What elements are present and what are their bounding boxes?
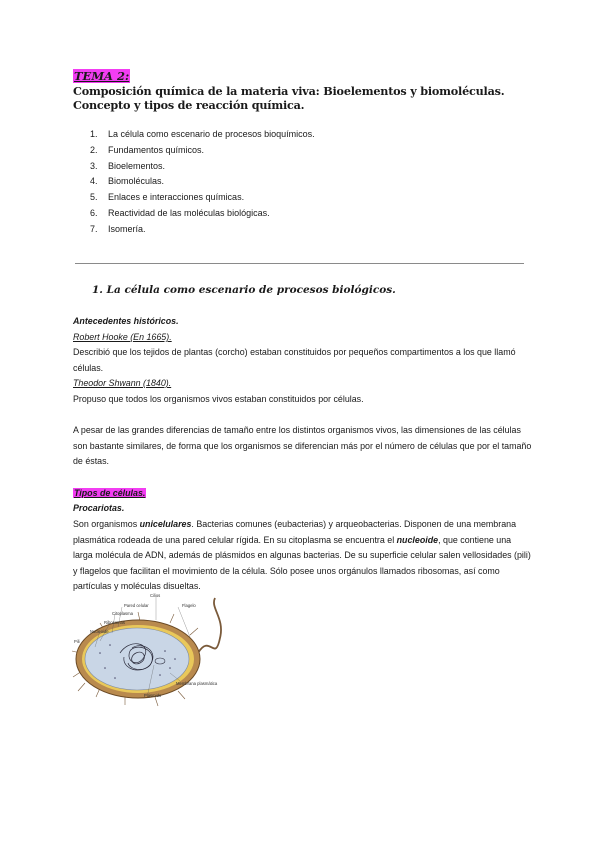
toc-item: 3. Bioelementos. — [90, 160, 166, 171]
label-pared-celular: Pared celular — [124, 603, 149, 608]
toc-item: 4. Biomoléculas. — [90, 176, 165, 187]
toc-item: 1. La célula como escenario de procesos bioquímicos. — [90, 129, 315, 139]
size-paragraph: A pesar de las grandes diferencias de tamaño entre los distintos organismos vivos, las dimensiones de las células son bastante similares, de forma que los organismos se diferencian más por el número de células que por el tamaño de éstas. — [73, 425, 532, 467]
hooke-description: Describió que los tejidos de plantas (corcho) estaban constituidos por pequeños compartimentos a los que llamó células. — [73, 347, 516, 373]
label-plasmido: Plásmido — [144, 693, 162, 698]
section-heading: 1. La célula como escenario de procesos biológicos. — [92, 284, 396, 296]
toc-item: 7. Isomería. — [90, 223, 146, 234]
shwann-description: Propuso que todos los organismos vivos estaban constituidos por células. — [73, 394, 364, 404]
label-cilios: Cilios — [150, 593, 161, 598]
procariotas-paragraph: Son organismos unicelulares. Bacterias comunes (eubacterias) y arqueobacterias. Disponen de una membrana plasmática rodeada de una pared celular rígida. En su citoplasma se encuentra el nucleoide, que contiene una larga molécula de ADN, además de plásmidos en algunas bacterias. De su superficie celular salen vellosidades (pili) y flagelos que facilitan el movimiento de la célula. Sólo posee unos orgánulos llamados ribosomas, así como partículas y moléculas disueltas. — [73, 519, 531, 592]
antecedentes-heading: Antecedentes históricos. — [73, 316, 179, 326]
label-ribosomas: Ribosomas — [104, 620, 125, 625]
tipos-heading: Tipos de células. — [74, 488, 146, 498]
hooke-name: Robert Hooke (En 1665). — [73, 332, 172, 342]
label-citoplasma: Citoplasma — [112, 611, 133, 616]
label-pili: Pili — [74, 639, 80, 644]
tipos-heading-line — [73, 486, 533, 502]
label-nucleoide: Nucleoide — [90, 629, 109, 634]
prokaryote-cell-diagram — [70, 593, 250, 718]
shwann-name: Theodor Shwann (1840). — [73, 378, 172, 388]
procariotas-heading: Procariotas. — [73, 503, 125, 513]
toc-item: 5. Enlaces e interacciones químicas. — [90, 192, 245, 203]
toc-item: 6. Reactividad de las moléculas biológicas. — [90, 207, 270, 218]
table-of-contents — [90, 129, 315, 240]
toc-item: 2. Fundamentos químicos. — [90, 144, 205, 155]
horizontal-divider — [75, 263, 524, 264]
document-title: Composición química de la materia viva: Bioelementos y biomoléculas. Concepto y tipos de reacción química. — [73, 84, 505, 112]
tema-label: TEMA 2: — [74, 69, 130, 83]
label-membrana: Membrana plasmática — [176, 681, 218, 686]
label-flagelo: Flagelo — [182, 603, 196, 608]
